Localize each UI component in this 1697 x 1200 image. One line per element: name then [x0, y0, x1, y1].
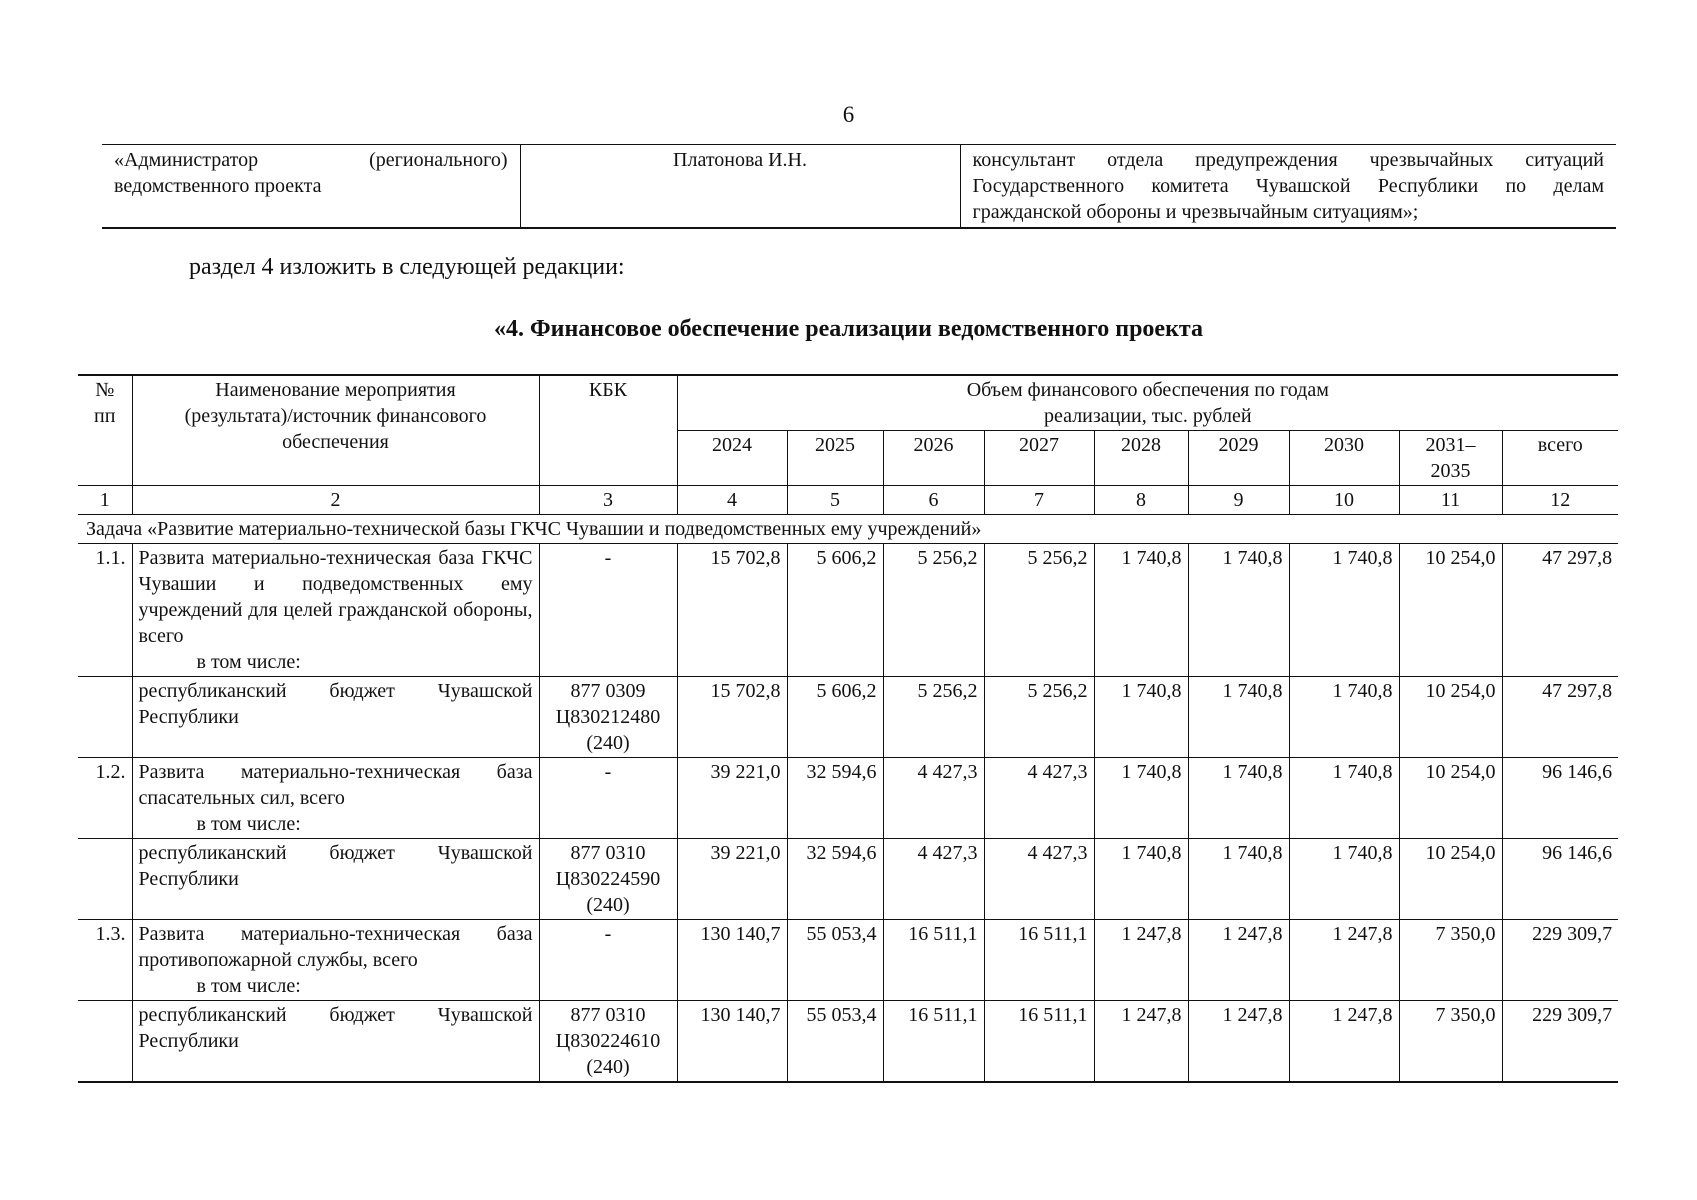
value-cell: 1 740,8 [1289, 758, 1399, 839]
value-cell: 47 297,8 [1502, 544, 1618, 677]
value-cell: 1 740,8 [1094, 677, 1188, 758]
row-kbk: - [539, 544, 677, 677]
header-year: 2024 [677, 431, 787, 486]
including-label: в том числе: [196, 813, 301, 835]
value-cell: 55 053,4 [787, 1001, 883, 1083]
value-cell: 5 256,2 [883, 677, 984, 758]
value-cell: 1 247,8 [1289, 920, 1399, 1001]
value-cell: 32 594,6 [787, 758, 883, 839]
column-number: 6 [883, 486, 984, 515]
person-name-cell: Платонова И.Н. [520, 145, 960, 229]
row-name-cell [132, 758, 539, 839]
value-cell: 47 297,8 [1502, 677, 1618, 758]
section-title: «4. Финансовое обеспечение реализации ведомственного проекта [494, 316, 1203, 342]
value-cell: 130 140,7 [677, 1001, 787, 1083]
row-number: 1.3. [78, 920, 132, 1001]
value-cell: 39 221,0 [677, 839, 787, 920]
header-volume: Объем финансового обеспечения по годам реализации, тыс. рублей [677, 375, 1618, 431]
value-cell: 1 247,8 [1094, 920, 1188, 1001]
value-cell: 1 740,8 [1188, 839, 1289, 920]
column-number: 5 [787, 486, 883, 515]
intro-text: раздел 4 изложить в следующей редакции: [189, 254, 625, 280]
row-number: 1.2. [78, 758, 132, 839]
value-cell: 5 606,2 [787, 677, 883, 758]
value-cell: 16 511,1 [883, 920, 984, 1001]
row-number: 1.1. [78, 544, 132, 677]
header-year: 2025 [787, 431, 883, 486]
row-name: республиканский бюджет Чувашской Республики [132, 677, 539, 758]
table-row [78, 920, 1618, 1001]
header-kbk: КБК [539, 375, 677, 486]
task-row [78, 515, 1618, 544]
value-cell: 1 740,8 [1094, 544, 1188, 677]
row-name: Развита материально-техническая база ГКЧС Чувашии и подведомственных ему учреждений для целей гражданской обороны, всего [138, 547, 533, 647]
responsible-person-row [102, 145, 1616, 229]
value-cell: 10 254,0 [1399, 758, 1502, 839]
row-number [78, 1001, 132, 1083]
value-cell: 5 606,2 [787, 544, 883, 677]
value-cell: 15 702,8 [677, 677, 787, 758]
value-cell: 96 146,6 [1502, 758, 1618, 839]
value-cell: 16 511,1 [984, 1001, 1094, 1083]
header-total: всего [1502, 431, 1618, 486]
value-cell: 55 053,4 [787, 920, 883, 1001]
header-year: 2026 [883, 431, 984, 486]
value-cell: 16 511,1 [984, 920, 1094, 1001]
header-year: 2027 [984, 431, 1094, 486]
value-cell: 130 140,7 [677, 920, 787, 1001]
column-number: 10 [1289, 486, 1399, 515]
value-cell: 1 247,8 [1094, 1001, 1188, 1083]
value-cell: 5 256,2 [984, 544, 1094, 677]
column-numbers-row [78, 486, 1618, 515]
value-cell: 5 256,2 [883, 544, 984, 677]
value-cell: 1 740,8 [1094, 839, 1188, 920]
column-number: 4 [677, 486, 787, 515]
value-cell: 1 247,8 [1188, 1001, 1289, 1083]
column-number: 11 [1399, 486, 1502, 515]
table-row [78, 677, 1618, 758]
value-cell: 1 740,8 [1188, 544, 1289, 677]
value-cell: 32 594,6 [787, 839, 883, 920]
value-cell: 4 427,3 [883, 758, 984, 839]
header-name: Наименование мероприятия (результата)/источник финансового обеспечения [132, 375, 539, 486]
including-label: в том числе: [196, 975, 301, 997]
row-name: республиканский бюджет Чувашской Республики [132, 1001, 539, 1083]
value-cell: 1 247,8 [1289, 1001, 1399, 1083]
table-row [78, 544, 1618, 677]
row-number [78, 677, 132, 758]
value-cell: 1 740,8 [1094, 758, 1188, 839]
value-cell: 10 254,0 [1399, 544, 1502, 677]
row-kbk: - [539, 920, 677, 1001]
column-number: 12 [1502, 486, 1618, 515]
including-label: в том числе: [196, 651, 301, 673]
value-cell: 4 427,3 [984, 758, 1094, 839]
position-cell: консультант отдела предупреждения чрезвычайных ситуаций Государственного комитета Чувашской Республики по делам гражданской обороны и чрезвычайным ситуациям»; [960, 145, 1616, 229]
value-cell: 1 740,8 [1188, 677, 1289, 758]
table-row [78, 839, 1618, 920]
value-cell: 15 702,8 [677, 544, 787, 677]
column-number: 3 [539, 486, 677, 515]
header-year: 2028 [1094, 431, 1188, 486]
column-number: 8 [1094, 486, 1188, 515]
task-title: Задача «Развитие материально-технической базы ГКЧС Чувашии и подведомственных ему учреждений» [78, 515, 1618, 544]
row-name: Развита материально-техническая база спасательных сил, всего [138, 761, 533, 809]
header-row [78, 375, 1618, 431]
financing-table [78, 374, 1618, 1083]
value-cell: 16 511,1 [883, 1001, 984, 1083]
row-name: Развита материально-техническая база противопожарной службы, всего [138, 923, 533, 971]
table-row [78, 1001, 1618, 1083]
value-cell: 4 427,3 [883, 839, 984, 920]
column-number: 9 [1188, 486, 1289, 515]
value-cell: 1 740,8 [1188, 758, 1289, 839]
value-cell: 229 309,7 [1502, 1001, 1618, 1083]
row-kbk: 877 0310 Ц830224610 (240) [539, 1001, 677, 1083]
value-cell: 39 221,0 [677, 758, 787, 839]
value-cell: 10 254,0 [1399, 677, 1502, 758]
header-year: 2029 [1188, 431, 1289, 486]
value-cell: 96 146,6 [1502, 839, 1618, 920]
value-cell: 1 740,8 [1289, 839, 1399, 920]
row-name-cell [132, 544, 539, 677]
row-name: республиканский бюджет Чувашской Республики [132, 839, 539, 920]
row-kbk: 877 0310 Ц830224590 (240) [539, 839, 677, 920]
value-cell: 5 256,2 [984, 677, 1094, 758]
header-num: № пп [78, 375, 132, 486]
value-cell: 1 247,8 [1188, 920, 1289, 1001]
column-number: 1 [78, 486, 132, 515]
value-cell: 229 309,7 [1502, 920, 1618, 1001]
page-number: 6 [842, 102, 855, 127]
value-cell: 4 427,3 [984, 839, 1094, 920]
value-cell: 7 350,0 [1399, 920, 1502, 1001]
table-row [78, 758, 1618, 839]
value-cell: 1 740,8 [1289, 677, 1399, 758]
row-number [78, 839, 132, 920]
value-cell: 10 254,0 [1399, 839, 1502, 920]
column-number: 7 [984, 486, 1094, 515]
responsible-persons-table [102, 144, 1616, 229]
header-year: 2031–2035 [1399, 431, 1502, 486]
row-kbk: 877 0309 Ц830212480 (240) [539, 677, 677, 758]
row-name-cell [132, 920, 539, 1001]
role-cell: «Администратор (регионального) ведомственного проекта [114, 149, 508, 197]
header-year: 2030 [1289, 431, 1399, 486]
column-number: 2 [132, 486, 539, 515]
row-kbk: - [539, 758, 677, 839]
value-cell: 7 350,0 [1399, 1001, 1502, 1083]
value-cell: 1 740,8 [1289, 544, 1399, 677]
